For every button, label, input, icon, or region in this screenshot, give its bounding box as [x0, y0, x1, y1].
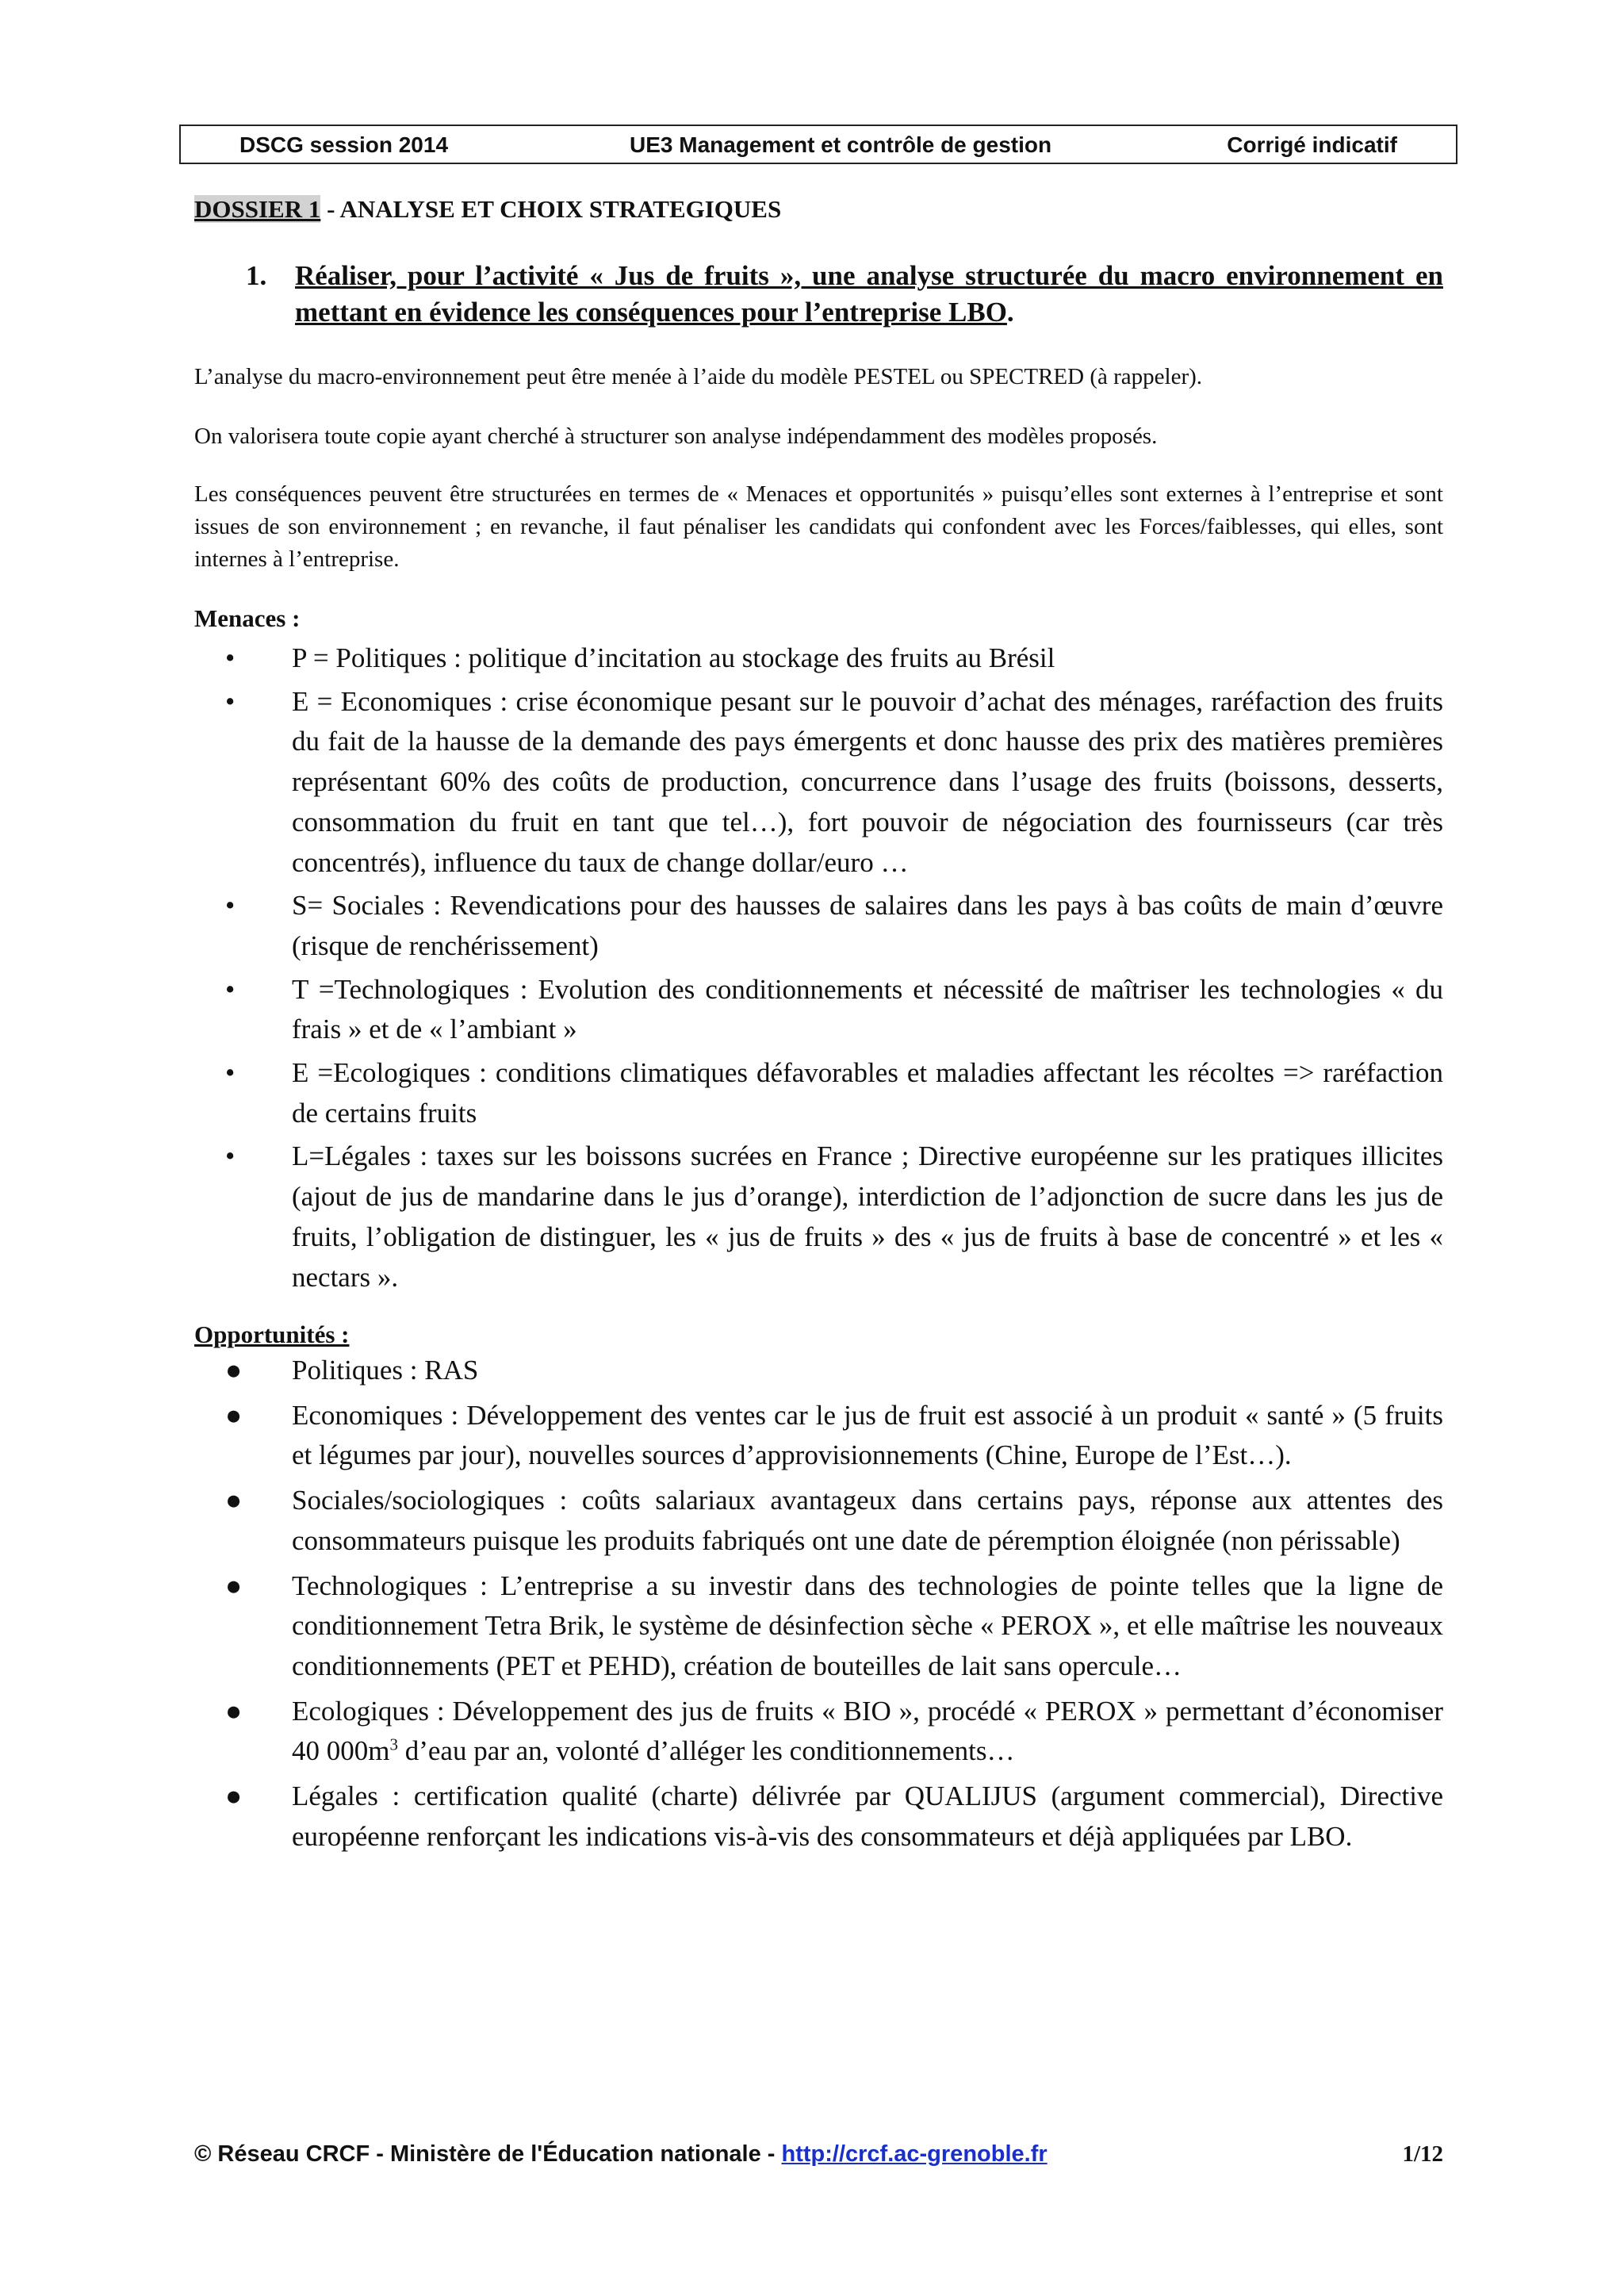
- bullet-icon: ●: [225, 1570, 243, 1601]
- footer-text: © Réseau CRCF - Ministère de l'Éducation nationale -: [194, 2141, 782, 2167]
- list-item: [222, 1566, 1443, 1687]
- menaces-list: [222, 638, 1443, 1301]
- list-item: [222, 682, 1443, 884]
- bullet-icon: •: [225, 973, 236, 1005]
- dossier-title-text: - ANALYSE ET CHOIX STRATEGIQUES: [320, 195, 782, 223]
- question-text-end: .: [1006, 297, 1014, 328]
- bullet-icon: •: [225, 642, 236, 673]
- list-item-text: L=Légales : taxes sur les boissons sucrées en France ; Directive européenne sur les pratiques illicites (ajout de jus de mandarine dans le jus d’orange), interdiction de l’adjonction de sucre dans les jus de fruits, l’obligation de distinguer, les « jus de fruits » des « jus de fruits à base de concentré » et les « nectars ».: [292, 1140, 1443, 1293]
- dossier-label: DOSSIER 1: [194, 195, 321, 223]
- bullet-icon: ●: [225, 1780, 243, 1812]
- list-item-text: E = Economiques : crise économique pesant sur le pouvoir d’achat des ménages, raréfaction des fruits du fait de la hausse de la demande des pays émergents et donc hausse des prix des matières premières représentant 60% des coûts de production, concurrence dans l’usage des fruits (boissons, desserts, consommation du fruit en tant que tel…), fort pouvoir de négociation des fournisseurs (car très concentrés), influence du taux de change dollar/euro …: [292, 685, 1443, 878]
- list-item: [222, 1053, 1443, 1133]
- dossier-heading: [194, 195, 781, 224]
- valuation-paragraph: On valorisera toute copie ayant cherché à structurer son analyse indépendamment des modèles proposés.: [194, 424, 1158, 449]
- intro-paragraph: L’analyse du macro-environnement peut être menée à l’aide du modèle PESTEL ou SPECTRED (à rappeler).: [194, 364, 1203, 389]
- question-text: Réaliser, pour l’activité « Jus de fruits », une analyse structurée du macro environnement en mettant en évidence les conséquences pour l’entreprise LBO: [295, 260, 1443, 328]
- footer-link[interactable]: http://crcf.ac-grenoble.fr: [781, 2141, 1048, 2167]
- bullet-icon: •: [225, 1057, 236, 1089]
- bullet-icon: ●: [225, 1485, 243, 1516]
- bullet-icon: ●: [225, 1399, 243, 1431]
- list-item: [222, 886, 1443, 966]
- list-item: [222, 1777, 1443, 1857]
- list-item-text: T =Technologiques : Evolution des conditionnements et nécessité de maîtriser les technologies « du frais » et de « l’ambiant »: [292, 973, 1443, 1045]
- question-text-block: [295, 258, 1443, 331]
- opportunites-heading: Opportunités :: [194, 1320, 350, 1348]
- list-item: [222, 1137, 1443, 1297]
- list-item: [222, 1396, 1443, 1476]
- page-number: 1/12: [1402, 2141, 1443, 2167]
- menaces-heading: Menaces :: [194, 604, 301, 632]
- bullet-icon: ●: [225, 1695, 243, 1727]
- bullet-icon: •: [225, 1140, 236, 1172]
- bullet-icon: •: [225, 685, 236, 717]
- footer-credit: [194, 2141, 1048, 2168]
- list-item-text: Technologiques : L’entreprise a su investir dans des technologies de pointe telles que la ligne de conditionnement Tetra Brik, le système de désinfection sèche « PEROX », et elle maîtrise les nouveaux conditionnements (PET et PEHD), création de bouteilles de lait sans opercule…: [292, 1570, 1443, 1681]
- eco-text-before: Ecologiques : Développement des jus de fruits « BIO », procédé « PEROX » permettant d’économiser 40 000m: [292, 1695, 1443, 1767]
- list-item-text: Sociales/sociologiques : coûts salariaux avantageux dans certains pays, réponse aux attentes des consommateurs puisque les produits fabriqués ont une date de péremption éloignée (non périssable): [292, 1485, 1443, 1556]
- list-item: [222, 970, 1443, 1050]
- list-item: [222, 1481, 1443, 1561]
- opportunites-list: [222, 1351, 1443, 1861]
- eco-superscript: 3: [389, 1734, 398, 1754]
- header-session: DSCG session 2014: [239, 132, 449, 157]
- question-number: 1.: [246, 260, 267, 291]
- list-item-text: E =Ecologiques : conditions climatiques défavorables et maladies affectant les récoltes => raréfaction de certains fruits: [292, 1057, 1443, 1129]
- header-subject: UE3 Management et contrôle de gestion: [630, 132, 1052, 157]
- list-item-text: S= Sociales : Revendications pour des hausses de salaires dans les pays à bas coûts de main d’œuvre (risque de renchérissement): [292, 890, 1443, 961]
- list-item-text: Légales : certification qualité (charte) délivrée par QUALIJUS (argument commercial), Directive européenne renforçant les indications vis-à-vis des consommateurs et déjà appliquées par LBO.: [292, 1780, 1443, 1852]
- list-item: [222, 1351, 1443, 1391]
- list-item-text: Economiques : Développement des ventes car le jus de fruit est associé à un produit « santé » (5 fruits et légumes par jour), nouvelles sources d’approvisionnements (Chine, Europe de l’Est…).: [292, 1399, 1443, 1471]
- list-item: [222, 638, 1443, 679]
- list-item-text: P = Politiques : politique d’incitation au stockage des fruits au Brésil: [292, 642, 1055, 673]
- bullet-icon: ●: [225, 1355, 243, 1386]
- list-item-text: [292, 1696, 1443, 1767]
- page-footer: [194, 2141, 1443, 2173]
- eco-text-after: d’eau par an, volonté d’alléger les conditionnements…: [397, 1735, 1015, 1767]
- list-item-text: Politiques : RAS: [292, 1355, 479, 1386]
- page-header: [179, 125, 1457, 164]
- header-doc-type: Corrigé indicatif: [1227, 132, 1397, 157]
- bullet-icon: •: [225, 890, 236, 922]
- consequences-paragraph: Les conséquences peuvent être structurées en termes de « Menaces et opportunités » puisqu’elles sont externes à l’entreprise et sont issues de son environnement ; en revanche, il faut pénaliser les candidats qui confondent avec les Forces/faiblesses, qui elles, sont internes à l’entreprise.: [194, 481, 1443, 572]
- list-item: [222, 1692, 1443, 1772]
